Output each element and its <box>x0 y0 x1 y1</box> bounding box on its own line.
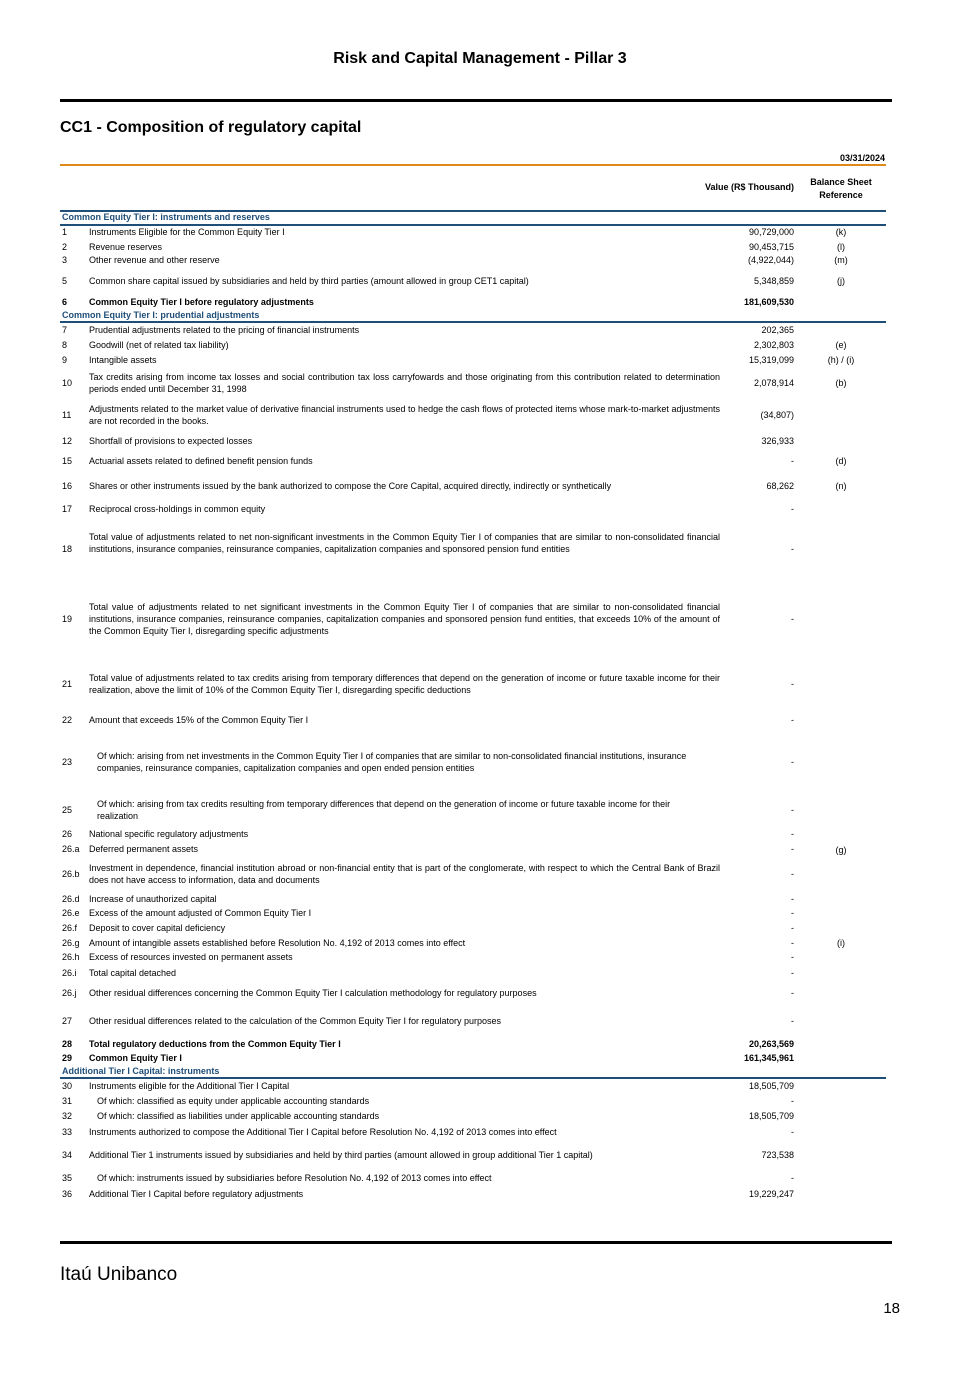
row-value: 68,262 <box>766 481 794 491</box>
row-value: 15,319,099 <box>748 355 794 365</box>
row-value: - <box>791 938 794 948</box>
column-header-bs-line1: Balance Sheet <box>810 177 872 187</box>
row-value: 723,538 <box>761 1150 794 1160</box>
row-description: Other residual differences concerning the Common Equity Tier I calculation methodology for regulatory purposes <box>89 988 537 998</box>
row-reference: (k) <box>835 227 847 237</box>
column-header-value: Value (R$ Thousand) <box>704 182 794 192</box>
row-description: Amount that exceeds 15% of the Common Equity Tier I <box>89 715 309 725</box>
row-value: - <box>791 679 794 689</box>
row-description: Of which: instruments issued by subsidiaries before Resolution No. 4,192 of 2013 comes into effect <box>97 1173 492 1183</box>
row-description: Total value of adjustments related to net significant investments in the Common Equity Tier I of companies that are similar to non-consolidated financial institutions, insurance companies, reinsurance companies, capitalization companies and sponsored pension fund entities, that exceeds 10% of the amount of the Common Equity Tier I, disregarding specific adjustments <box>89 602 720 636</box>
row-value: - <box>791 715 794 725</box>
row-description: Instruments Eligible for the Common Equity Tier I <box>89 227 285 237</box>
column-header-balance-sheet <box>800 176 882 202</box>
row-value: 2,078,914 <box>753 378 794 388</box>
row-number: 15 <box>62 456 73 466</box>
row-description: Other revenue and other reserve <box>89 255 220 265</box>
row-reference: (m) <box>834 255 848 265</box>
section-title: CC1 - Composition of regulatory capital <box>60 119 362 136</box>
row-value: 202,365 <box>761 325 794 335</box>
row-description: Shortfall of provisions to expected losses <box>89 436 253 446</box>
row-number: 5 <box>62 276 68 286</box>
row-number: 23 <box>62 757 73 767</box>
row-description: Intangible assets <box>89 355 157 365</box>
row-value: - <box>791 1127 794 1137</box>
row-value: - <box>791 544 794 554</box>
row-description: Of which: arising from tax credits resulting from temporary differences that depend on the generation of income or future taxable income for their realization <box>97 799 671 821</box>
table-top-rule <box>60 164 886 166</box>
reference-date: 03/31/2024 <box>839 153 885 163</box>
row-number: 11 <box>62 410 72 420</box>
row-value: 161,345,961 <box>743 1053 794 1063</box>
row-reference: (e) <box>835 340 847 350</box>
row-value: 19,229,247 <box>748 1189 794 1199</box>
row-number: 6 <box>62 297 68 307</box>
row-description: Total value of adjustments related to net non-significant investments in the Common Equity Tier I of companies that are similar to non-consolidated financial institutions, insurance companies, reinsurance companies, capitalization companies and sponsored pension fund entities <box>89 532 720 554</box>
row-number: 26.i <box>62 968 77 978</box>
row-description: Goodwill (net of related tax liability) <box>89 340 229 350</box>
row-value: 90,729,000 <box>748 227 794 237</box>
row-number: 29 <box>62 1053 73 1063</box>
row-number: 2 <box>62 242 68 252</box>
row-description: Reciprocal cross-holdings in common equity <box>89 504 266 514</box>
row-description: Instruments eligible for the Additional Tier I Capital <box>89 1081 290 1091</box>
row-number: 17 <box>62 504 73 514</box>
row-value: 326,933 <box>761 436 794 446</box>
row-description: National specific regulatory adjustments <box>89 829 249 839</box>
row-description: Adjustments related to the market value of derivative financial instruments used to hedge the cash flows of protected items whose mark-to-market adjustments are not recorded in the books. <box>89 404 720 426</box>
footer-divider <box>60 1241 892 1244</box>
row-value: - <box>791 757 794 767</box>
row-number: 28 <box>62 1039 73 1049</box>
row-value: 20,263,569 <box>748 1039 794 1049</box>
row-description: Common Equity Tier I before regulatory adjustments <box>89 297 314 307</box>
row-number: 10 <box>62 378 73 388</box>
row-value: - <box>791 869 794 879</box>
section-header-cet1-instruments: Common Equity Tier I: instruments and reserves <box>62 212 270 222</box>
row-description: Shares or other instruments issued by the bank authorized to compose the Core Capital, acquired directly, indirectly or synthetically <box>89 481 612 491</box>
row-number: 26.e <box>62 908 80 918</box>
row-reference: (j) <box>837 276 845 286</box>
row-value: 18,505,709 <box>748 1111 794 1121</box>
page-number: 18 <box>883 1300 900 1317</box>
row-value: - <box>791 1096 794 1106</box>
row-description: Revenue reserves <box>89 242 163 252</box>
row-description: Actuarial assets related to defined benefit pension funds <box>89 456 313 466</box>
row-value: 18,505,709 <box>748 1081 794 1091</box>
footer-brand: Itaú Unibanco <box>60 1264 178 1285</box>
page-header-title: Risk and Capital Management - Pillar 3 <box>333 50 627 67</box>
row-reference: (b) <box>835 378 847 388</box>
row-number: 31 <box>62 1096 73 1106</box>
row-description: Common share capital issued by subsidiaries and held by third parties (amount allowed in group CET1 capital) <box>89 276 529 286</box>
row-number: 27 <box>62 1016 73 1026</box>
row-value: 90,453,715 <box>748 242 794 252</box>
row-number: 18 <box>62 544 73 554</box>
row-value: - <box>791 923 794 933</box>
row-value: - <box>791 844 794 854</box>
row-description: Other residual differences related to the calculation of the Common Equity Tier I for regulatory purposes <box>89 1016 502 1026</box>
row-number: 26.b <box>62 869 80 879</box>
row-number: 12 <box>62 436 73 446</box>
row-description: Total regulatory deductions from the Common Equity Tier I <box>89 1039 341 1049</box>
row-description: Amount of intangible assets established before Resolution No. 4,192 of 2013 comes into effect <box>89 938 466 948</box>
row-reference: (l) <box>837 242 845 252</box>
row-number: 22 <box>62 715 73 725</box>
row-reference: (n) <box>835 481 847 491</box>
row-description: Excess of the amount adjusted of Common Equity Tier I <box>89 908 312 918</box>
row-value: - <box>791 908 794 918</box>
row-value: 181,609,530 <box>743 297 794 307</box>
row-number: 16 <box>62 481 73 491</box>
column-header-bs-line2: Reference <box>819 190 863 200</box>
row-value: - <box>791 456 794 466</box>
row-value: - <box>791 952 794 962</box>
row-description: Additional Tier 1 instruments issued by subsidiaries and held by third parties (amount allowed in group additional Tier 1 capital) <box>89 1150 593 1160</box>
row-description: Total capital detached <box>89 968 177 978</box>
section-header-cet1-adjustments: Common Equity Tier I: prudential adjustments <box>62 310 260 320</box>
row-value: - <box>791 1016 794 1026</box>
row-number: 26.g <box>62 938 80 948</box>
row-description: Prudential adjustments related to the pricing of financial instruments <box>89 325 360 335</box>
row-number: 7 <box>62 325 68 335</box>
row-number: 26.h <box>62 952 80 962</box>
section-rule <box>60 321 886 323</box>
row-description: Of which: arising from net investments in the Common Equity Tier I of companies that are similar to non-consolidated financial institutions, insurance companies, reinsurance companies, capitalization companies and open ended pension entities <box>97 751 687 773</box>
row-description: Increase of unauthorized capital <box>89 894 217 904</box>
row-number: 25 <box>62 805 73 815</box>
section-header-at1-instruments: Additional Tier I Capital: instruments <box>62 1066 220 1076</box>
row-reference: (g) <box>835 845 847 855</box>
row-description: Instruments authorized to compose the Additional Tier I Capital before Resolution No. 4,192 of 2013 comes into effect <box>89 1127 557 1137</box>
row-number: 26.j <box>62 988 77 998</box>
row-value: - <box>791 968 794 978</box>
row-value: (34,807) <box>760 410 794 420</box>
row-value: - <box>791 1173 794 1183</box>
row-description: Additional Tier I Capital before regulatory adjustments <box>89 1189 304 1199</box>
row-number: 3 <box>62 255 68 265</box>
row-reference: (h) / (i) <box>827 355 855 365</box>
row-number: 1 <box>62 227 68 237</box>
row-description: Common Equity Tier I <box>89 1053 182 1063</box>
row-value: - <box>791 504 794 514</box>
row-number: 30 <box>62 1081 73 1091</box>
row-number: 33 <box>62 1127 73 1137</box>
row-description: Of which: classified as liabilities under applicable accounting standards <box>97 1111 380 1121</box>
row-value: - <box>791 614 794 624</box>
row-reference: (d) <box>835 456 847 466</box>
row-description: Deposit to cover capital deficiency <box>89 923 226 933</box>
row-number: 26.d <box>62 894 80 904</box>
row-value: - <box>791 894 794 904</box>
row-number: 9 <box>62 355 68 365</box>
row-value: 2,302,803 <box>753 340 794 350</box>
row-number: 36 <box>62 1189 73 1199</box>
row-description: Tax credits arising from income tax losses and social contribution tax loss carryfowards and those originating from this contribution related to determination periods ended until December 31, 1998 <box>89 372 720 394</box>
row-value: - <box>791 805 794 815</box>
row-value: 5,348,859 <box>753 276 794 286</box>
row-number: 8 <box>62 340 68 350</box>
section-rule <box>60 1077 886 1079</box>
row-description: Investment in dependence, financial institution abroad or non-financial entity that is part of the conglomerate, with respect to which the Central Bank of Brazil does not have access to information, data and documents <box>89 863 720 885</box>
row-number: 32 <box>62 1111 73 1121</box>
row-description: Of which: classified as equity under applicable accounting standards <box>97 1096 370 1106</box>
row-number: 35 <box>62 1173 73 1183</box>
row-value: - <box>791 829 794 839</box>
row-value: (4,922,044) <box>747 255 794 265</box>
row-description: Excess of resources invested on permanent assets <box>89 952 293 962</box>
row-description: Total value of adjustments related to tax credits arising from temporary differences that depend on the generation of income or future taxable income for their realization, above the limit of 10% of the Common Equity Tier I, disregarding specific deductions <box>89 673 720 695</box>
row-number: 21 <box>62 679 73 689</box>
row-number: 26 <box>62 829 73 839</box>
header-divider <box>60 99 892 102</box>
row-number: 34 <box>62 1150 73 1160</box>
row-number: 26.f <box>62 923 78 933</box>
row-reference: (i) <box>837 938 845 948</box>
row-number: 26.a <box>62 844 80 854</box>
row-number: 19 <box>62 614 73 624</box>
row-value: - <box>791 988 794 998</box>
row-description: Deferred permanent assets <box>89 844 199 854</box>
